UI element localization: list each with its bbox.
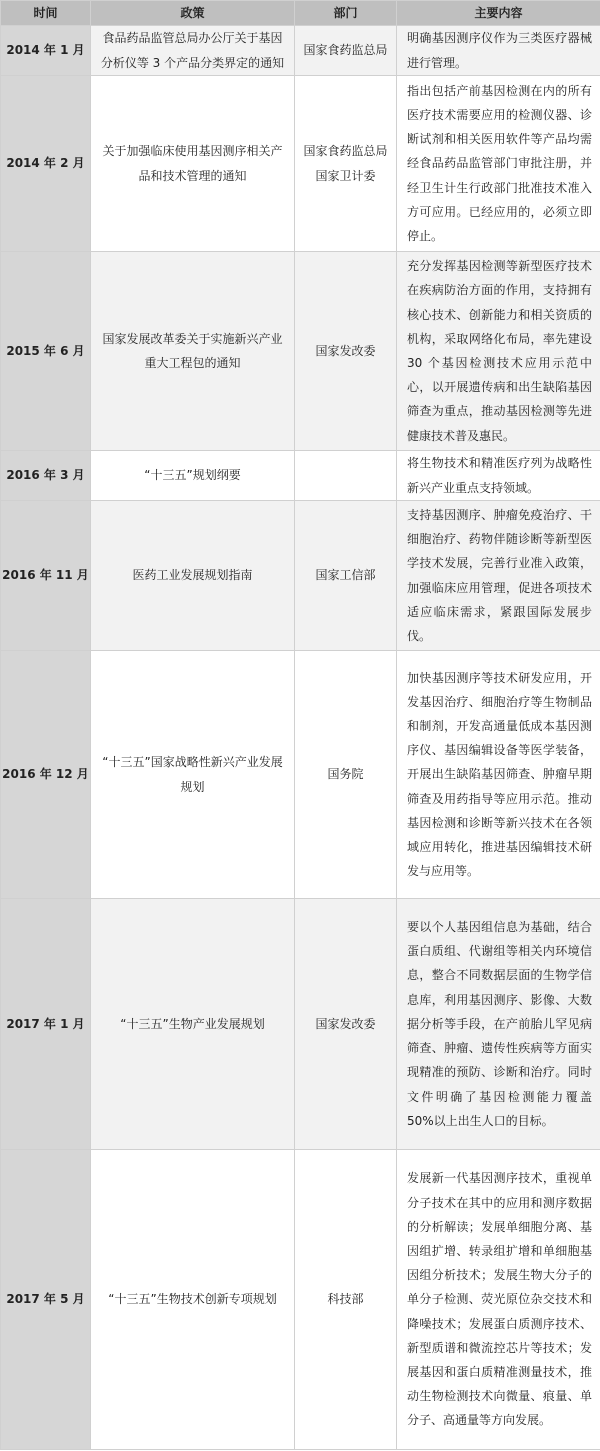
row-policy: 关于加强临床使用基因测序相关产品和技术管理的通知 (91, 76, 295, 252)
row-content: 要以个人基因组信息为基础，结合蛋白质组、代谢组等相关内环境信息，整合不同数据层面的生物学信息库，利用基因测序、影像、大数据分析等手段，在产前胎儿罕见病筛查、肿瘤、遗传性疾病等方面实现精准的预防、诊断和治疗。同时文件明确了基因检测能力覆盖 50%以上出生人口的目标。 (397, 899, 600, 1150)
row-policy: 食品药品监管总局办公厅关于基因分析仪等 3 个产品分类界定的通知 (91, 26, 295, 76)
row-content: 发展新一代基因测序技术，重视单分子技术在其中的应用和测序数据的分析解读；发展单细胞分离、基因组扩增、转录组扩增和单细胞基因组分析技术；发展生物大分子的单分子检测、荧光原位杂交技术和降噪技术；发展蛋白质测序技术、新型质谱和微流控芯片等技术；发展基因和蛋白质精准测量技术，推动生物检测技术向微量、痕量、单分子、高通量等方向发展。 (397, 1150, 600, 1450)
row-dept (295, 651, 397, 899)
table-row (1, 501, 600, 651)
row-time: 2016 年 3 月 (1, 451, 91, 501)
dept-name: 国家卫计委 (315, 168, 376, 183)
row-dept (295, 252, 397, 451)
dept-name: 科技部 (327, 1292, 364, 1307)
row-time: 2015 年 6 月 (1, 252, 91, 451)
row-policy: “十三五”生物技术创新专项规划 (91, 1150, 295, 1450)
row-time: 2016 年 11 月 (1, 501, 91, 651)
header-content: 主要内容 (397, 1, 600, 26)
row-dept (295, 26, 397, 76)
row-policy: “十三五”规划纲要 (91, 451, 295, 501)
header-dept: 部门 (295, 1, 397, 26)
row-content: 将生物技术和精准医疗列为战略性新兴产业重点支持领域。 (397, 451, 600, 501)
row-policy: 医药工业发展规划指南 (91, 501, 295, 651)
row-dept (295, 451, 397, 501)
dept-name: 国家发改委 (315, 1016, 376, 1031)
row-content: 支持基因测序、肿瘤免疫治疗、干细胞治疗、药物伴随诊断等新型医学技术发展，完善行业准入政策，加强临床应用管理，促进各项技术适应临床需求，紧跟国际发展步伐。 (397, 501, 600, 651)
row-content: 加快基因测序等技术研发应用，开发基因治疗、细胞治疗等生物制品和制剂，开发高通量低成本基因测序仪、基因编辑设备等医学装备，开展出生缺陷基因筛查、肿瘤早期筛查及用药指导等应用示范。推动基因检测和诊断等新兴技术在各领域应用转化，推进基因编辑技术研发与应用等。 (397, 651, 600, 899)
table-header-row (1, 1, 600, 26)
dept-name: 国务院 (327, 767, 364, 782)
row-content: 充分发挥基因检测等新型医疗技术在疾病防治方面的作用，支持拥有核心技术、创新能力和相关资质的机构，采取网络化布局，率先建设 30 个基因检测技术应用示范中心，以开展遗传病和出生缺陷基因筛查为重点，推动基因检测等先进健康技术普及惠民。 (397, 252, 600, 451)
table-row (1, 252, 600, 451)
table-row (1, 899, 600, 1150)
row-dept (295, 899, 397, 1150)
row-policy: “十三五”国家战略性新兴产业发展规划 (91, 651, 295, 899)
row-dept (295, 76, 397, 252)
row-content: 明确基因测序仪作为三类医疗器械进行管理。 (397, 26, 600, 76)
table-row (1, 451, 600, 501)
table-row (1, 76, 600, 252)
row-time: 2017 年 1 月 (1, 899, 91, 1150)
dept-name: 国家食药监总局 (303, 43, 388, 58)
table-row (1, 651, 600, 899)
dept-name: 国家发改委 (315, 343, 376, 358)
row-content: 指出包括产前基因检测在内的所有医疗技术需要应用的检测仪器、诊断试剂和相关医用软件等产品均需经食品药品监管部门审批注册，并经卫生计生行政部门批准技术准入方可应用。已经应用的，必须立即停止。 (397, 76, 600, 252)
row-policy: “十三五”生物产业发展规划 (91, 899, 295, 1150)
row-time: 2014 年 2 月 (1, 76, 91, 252)
table-row (1, 26, 600, 76)
row-policy: 国家发展改革委关于实施新兴产业重大工程包的通知 (91, 252, 295, 451)
row-dept (295, 501, 397, 651)
row-dept (295, 1150, 397, 1450)
dept-name: 国家食药监总局 (303, 144, 388, 159)
header-time: 时间 (1, 1, 91, 26)
dept-name: 国家工信部 (315, 568, 376, 583)
header-policy: 政策 (91, 1, 295, 26)
row-time: 2014 年 1 月 (1, 26, 91, 76)
row-time: 2017 年 5 月 (1, 1150, 91, 1450)
table-row (1, 1150, 600, 1450)
row-time: 2016 年 12 月 (1, 651, 91, 899)
